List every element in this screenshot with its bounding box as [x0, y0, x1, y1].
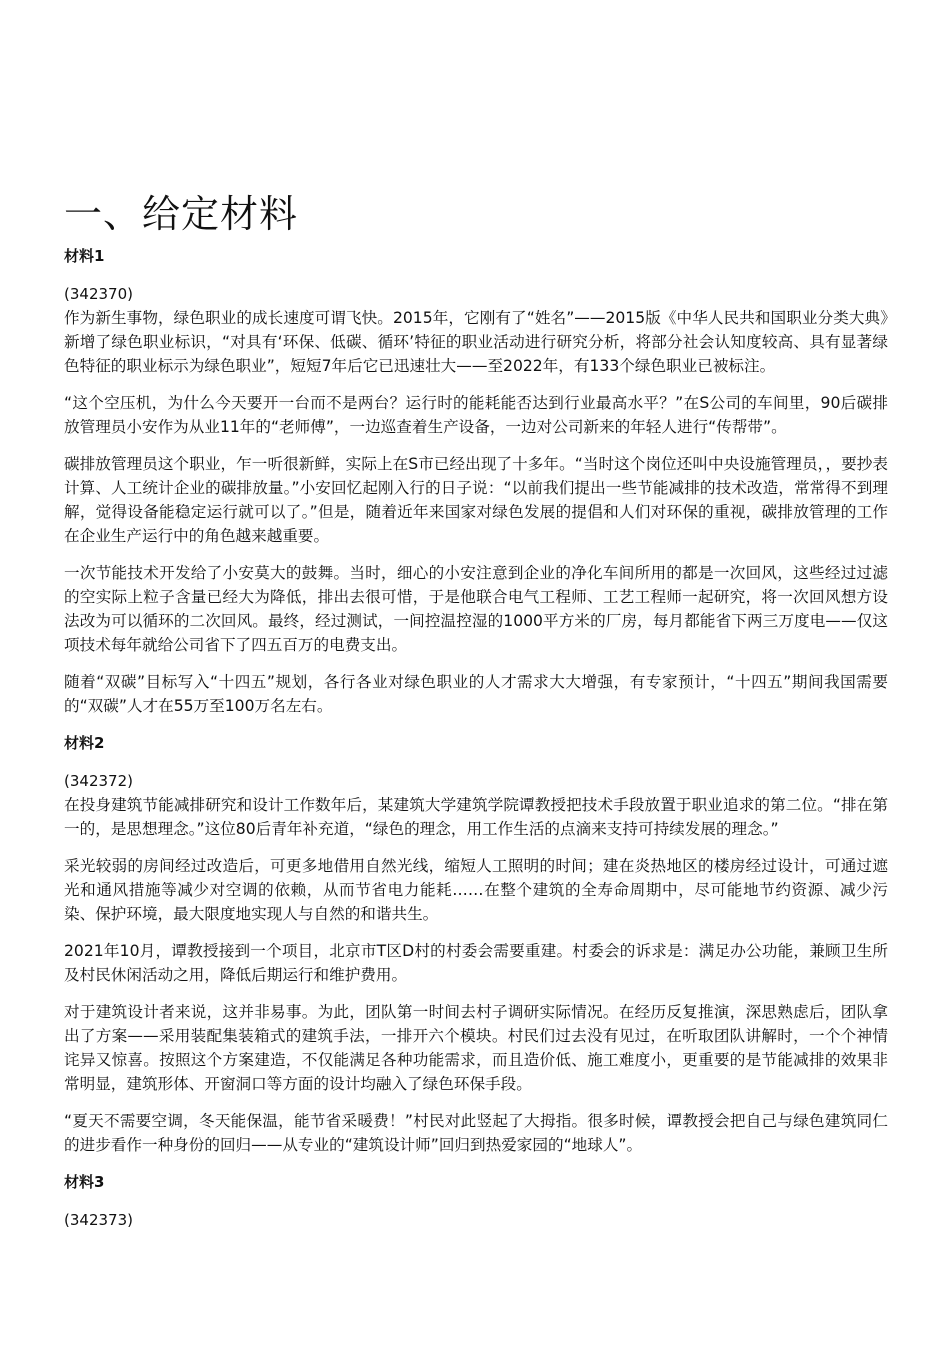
paragraph: 采光较弱的房间经过改造后，可更多地借用自然光线，缩短人工照明的时间；建在炎热地区的楼房经过设计，可通过遮光和通风措施等减少对空调的依赖，从而节省电力能耗……在整个建筑的全寿命周期中，尽可能地节约资源、减少污染、保护环境，最大限度地实现人与自然的和谐共生。 — [64, 857, 888, 923]
section-title: 一、给定材料 — [64, 192, 299, 236]
paragraph: 一次节能技术开发给了小安莫大的鼓舞。当时，细心的小安注意到企业的净化车间所用的都是一次回风，这些经过过滤的空实际上粒子含量已经大为降低，排出去很可惜，于是他联合电气工程师、工艺工程师一起研究，将一次回风想方设法改为可以循环的二次回风。最终，经过测试，一间控温控湿的1000平方米的厂房，每月都能省下两三万度电——仅这项技术每年就给公司省下了四五百万的电费支出。 — [64, 564, 888, 654]
material-title: 材料1 — [64, 247, 105, 265]
paragraph: “这个空压机，为什么今天要开一台而不是两台？运行时的能耗能否达到行业最高水平？”在S公司的车间里，90后碳排放管理员小安作为从业11年的“老师傅”，一边巡查着生产设备，一边对公司新来的年轻人进行“传帮带”。 — [64, 394, 888, 436]
paragraph: 作为新生事物，绿色职业的成长速度可谓飞快。2015年，它刚有了“姓名”——2015版《中华人民共和国职业分类大典》新增了绿色职业标识，“对具有‘环保、低碳、循环’特征的职业活动进行研究分析，将部分社会认知度较高、具有显著绿色特征的职业标示为绿色职业”，短短7年后它已迅速壮大——至2022年，有133个绿色职业已被标注。 — [64, 309, 888, 375]
material-id: (342370) — [64, 285, 133, 303]
paragraph: 在投身建筑节能减排研究和设计工作数年后，某建筑大学建筑学院谭教授把技术手段放置于职业追求的第二位。“排在第一的，是思想理念。”这位80后青年补充道，“绿色的理念，用工作生活的点滴来支持可持续发展的理念。” — [64, 796, 888, 838]
material-title: 材料2 — [64, 734, 105, 752]
material-2 — [64, 731, 888, 1157]
paragraph: 随着“双碳”目标写入“十四五”规划，各行各业对绿色职业的人才需求大大增强，有专家预计，“十四五”期间我国需要的“双碳”人才在55万至100万名左右。 — [64, 673, 888, 715]
material-id: (342372) — [64, 772, 133, 790]
paragraph: 2021年10月，谭教授接到一个项目，北京市T区D村的村委会需要重建。村委会的诉求是：满足办公功能，兼顾卫生所及村民休闲活动之用，降低后期运行和维护费用。 — [64, 942, 888, 984]
material-title: 材料3 — [64, 1173, 105, 1191]
material-id: (342373) — [64, 1211, 133, 1229]
material-1 — [64, 244, 888, 718]
materials-content — [64, 244, 888, 1232]
paragraph: “夏天不需要空调，冬天能保温，能节省采暖费！”村民对此竖起了大拇指。很多时候，谭教授会把自己与绿色建筑同仁的进步看作一种身份的回归——从专业的“建筑设计师”回归到热爱家园的“地球人”。 — [64, 1112, 888, 1154]
paragraph: 对于建筑设计者来说，这并非易事。为此，团队第一时间去村子调研实际情况。在经历反复推演，深思熟虑后，团队拿出了方案——采用装配集装箱式的建筑手法，一排开六个模块。村民们过去没有见过，在听取团队讲解时，一个个神情诧异又惊喜。按照这个方案建造，不仅能满足各种功能需求，而且造价低、施工难度小，更重要的是节能减排的效果非常明显，建筑形体、开窗洞口等方面的设计均融入了绿色环保手段。 — [64, 1003, 888, 1093]
material-3 — [64, 1170, 888, 1232]
paragraph: 碳排放管理员这个职业，乍一听很新鲜，实际上在S市已经出现了十多年。“当时这个岗位还叫中央设施管理员，，要抄表计算、人工统计企业的碳排放量。”小安回忆起刚入行的日子说：“以前我们提出一些节能减排的技术改造，常常得不到理解，觉得设备能稳定运行就可以了。”但是，随着近年来国家对绿色发展的提倡和人们对环保的重视，碳排放管理的工作在企业生产运行中的角色越来越重要。 — [64, 455, 888, 545]
